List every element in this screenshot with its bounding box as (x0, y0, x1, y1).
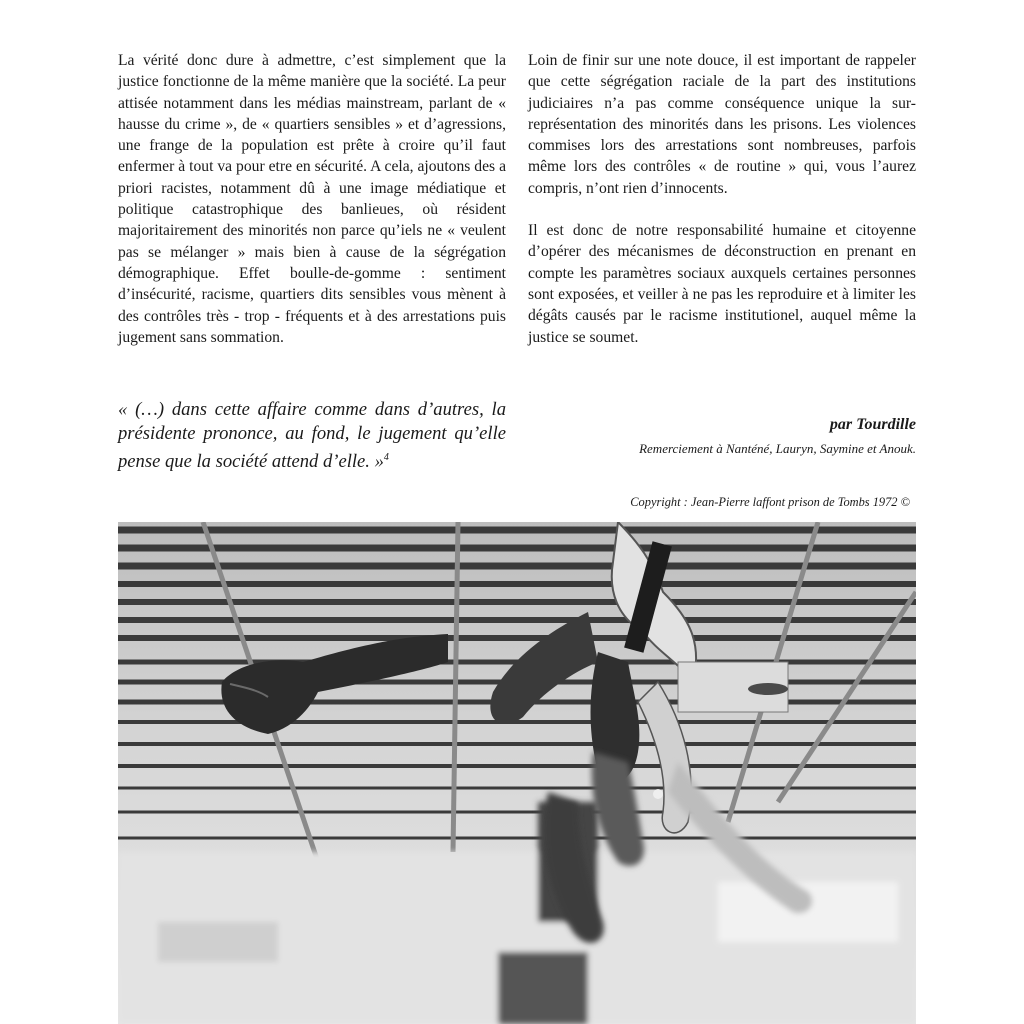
pull-quote (118, 398, 506, 474)
article-column-right (528, 50, 916, 348)
article-column-left (118, 50, 506, 348)
acknowledgements: Remerciement à Nanténé, Lauryn, Saymine et Anouk. (639, 441, 916, 456)
prison-hands-photo (118, 522, 916, 1024)
photo-copyright: Copyright : Jean-Pierre laffont prison de Tombs 1972 © (630, 495, 910, 509)
paragraph: Loin de finir sur une note douce, il est important de rappeler que cette ségrégation raciale de la part des institutions judiciaires n’a pas comme conséquence unique la sur-représentation des minorités dans les prisons. Les violences commises lors des arrestations sont nombreuses, parfois même lors des contrôles « de routine » qui, vous l’aurez compris, n’ont rien d’innocents. (528, 52, 916, 197)
footnote-marker: 4 (383, 452, 389, 463)
paragraph: La vérité donc dure à admettre, c’est simplement que la justice fonctionne de la même manière que la société. La peur attisée notamment dans les médias mainstream, parlant de « hausse du crime », de « quartiers sensibles » et d’agressions, une frange de la population est prête à croire qu’il faut enfermer à tout va pour etre en sécurité. A cela, ajoutons des a priori racistes, notamment dû à une image médiatique et politique catastrophique des banlieues, où résident majoritairement des minorités non parce qu’iels ne « veulent pas se mélanger » mais bien à cause de la ségrégation démographique. Effet boulle-de-gomme : sentiment d’insécurité, racisme, quartiers dits sensibles vous mènent à des contrôles très - trop - fréquents et à des arrestations puis jugement sans sommation. (118, 52, 506, 346)
ceiling-plate (678, 662, 788, 712)
author-byline: par Tourdille (829, 416, 916, 433)
pull-quote-text: « (…) dans cette affaire comme dans d’autres, la présidente prononce, au fond, le jugement qu’elle pense que la société attend d’elle. » (118, 399, 506, 473)
paragraph: Il est donc de notre responsabilité humaine et citoyenne d’opérer des mécanismes de déconstruction en prenant en compte les paramètres sociaux auxquels certaines personnes sont exposées, et veiller à ne pas les reproduire et à limiter les dégâts causés par le racisme institutionel, auquel même la justice se soumet. (528, 222, 916, 346)
